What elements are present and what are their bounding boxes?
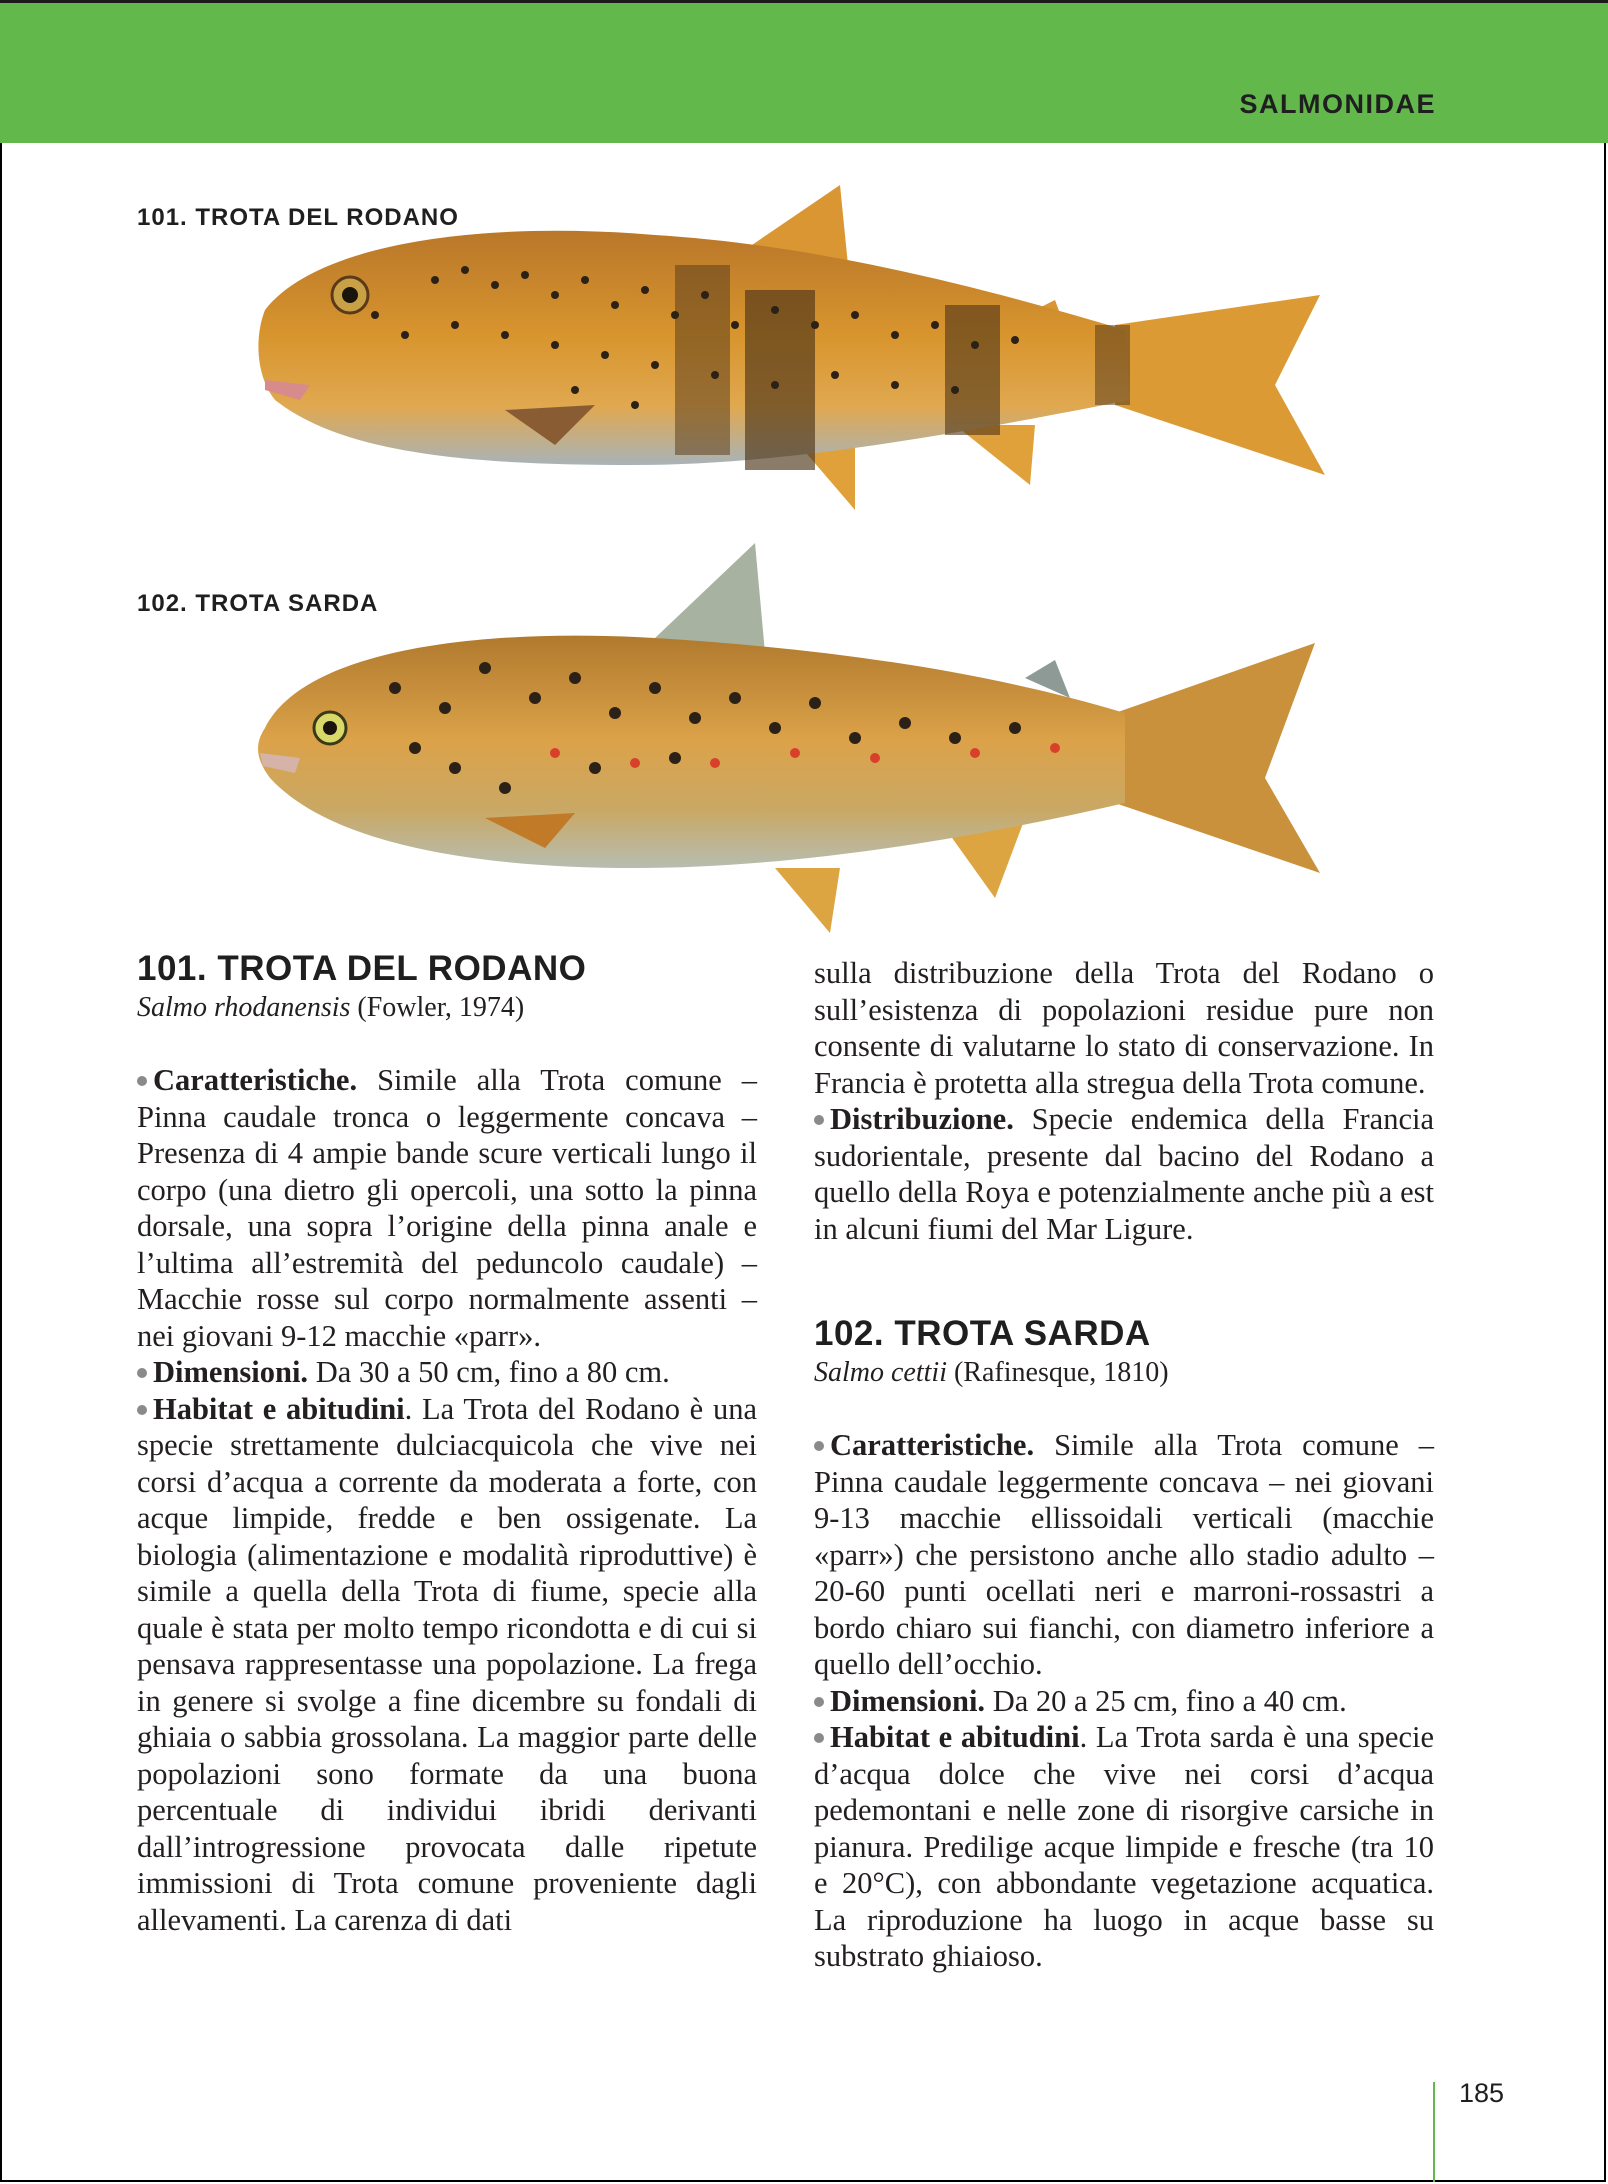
section-dimensioni-102: Dimensioni. Da 20 a 25 cm, fino a 40 cm. xyxy=(814,1683,1434,1720)
bullet-icon xyxy=(814,1441,824,1451)
bullet-icon xyxy=(814,1733,824,1743)
section-dimensioni-101: Dimensioni. Da 30 a 50 cm, fino a 80 cm. xyxy=(137,1354,757,1391)
plate-label-101: 101. TROTA DEL RODANO xyxy=(137,204,459,231)
scientific-name-binomial: Salmo rhodanensis xyxy=(137,992,351,1023)
chapter-header-band xyxy=(0,0,1608,143)
scientific-name-102 xyxy=(814,1355,1434,1391)
caudal-fin xyxy=(1115,295,1325,475)
section-caratteristiche-102: Caratteristiche. Simile alla Trota comune – Pinna caudale leggermente concava – nei giovani 9-13 macchie ellissoidali verticali (macchie «parr») che persistono anche allo stadio adulto – 20-60 punti ocellati neri e marroni-rossastri a bordo chiaro sui fianchi, con diametro inferiore a quello dell’occhio. xyxy=(814,1428,1434,1681)
fish-illustration-trota-sarda xyxy=(255,538,1335,933)
bullet-icon xyxy=(137,1076,147,1086)
scientific-name-authority: (Rafinesque, 1810) xyxy=(953,1357,1169,1388)
bullet-icon xyxy=(137,1368,147,1378)
pelvic-fin xyxy=(775,868,840,933)
plate-label-102: 102. TROTA SARDA xyxy=(137,590,379,617)
section-distribuzione-101: Distribuzione. Specie endemica della Francia sudorientale, presente dal bacino del Rodano a quello della Roya e potenzialmente anche più a est in alcuni fiumi del Mar Ligure. xyxy=(814,1102,1434,1246)
column-right xyxy=(814,955,1434,1975)
bullet-icon xyxy=(814,1115,824,1125)
bullet-icon xyxy=(814,1697,824,1707)
section-habitat-101-continued: sulla distribuzione della Trota del Rodano o sull’esistenza di popolazioni residue pure non consente di valutarne lo stato di conservazione. In Francia è protetta alla stregua della Trota comune. xyxy=(814,956,1434,1100)
scientific-name-binomial: Salmo cettii xyxy=(814,1357,947,1388)
species-title-102: 102. TROTA SARDA xyxy=(814,1314,1151,1353)
scientific-name-101 xyxy=(137,990,757,1026)
column-left xyxy=(137,948,757,1938)
section-habitat-101: Habitat e abitudini. La Trota del Rodano è una specie strettamente dulciacquicola che vive nei corsi d’acqua a corrente da moderata a forte, con acque limpide, fredde e ben ossigenate. La biologia (alimentazione e modalità riproduttive) è simile a quella della Trota di fiume, specie alla quale è stata per molto tempo ricondotta e di cui si pensava rappresentasse una popolazione. La frega in genere si svolge a fine dicembre su fondali di ghiaia o sabbia grossolana. La maggior parte delle popolazioni sono formate da una buona percentuale di individui ibridi derivanti dall’introgressione provocata dalle ripetute immissioni di Trota comune proveniente dagli allevamenti. La carenza di dati xyxy=(137,1391,757,1937)
scientific-name-authority: (Fowler, 1974) xyxy=(357,992,525,1023)
family-heading: SALMONIDAE xyxy=(1239,89,1436,119)
bullet-icon xyxy=(137,1405,147,1415)
section-caratteristiche-101: Caratteristiche. Simile alla Trota comune – Pinna caudale tronca o leggermente concava – Presenza di 4 ampie bande scure verticali lungo il corpo (una dietro gli opercoli, una sotto la pinna dorsale, una sopra l’origine della pinna anale e l’ultima all’estremità del peduncolo caudale) – Macchie rosse sul corpo normalmente assenti – nei giovani 9-12 macchie «parr». xyxy=(137,1063,757,1353)
dorsal-fin xyxy=(655,543,765,653)
caudal-fin xyxy=(1115,643,1320,873)
species-title-101: 101. TROTA DEL RODANO xyxy=(137,949,587,988)
page-number: 185 xyxy=(1459,2078,1505,2108)
page-number-rule xyxy=(1433,2082,1435,2182)
fish-illustration-trota-del-rodano xyxy=(255,175,1335,520)
section-habitat-102: Habitat e abitudini. La Trota sarda è una specie d’acqua dolce che vive nei corsi d’acqua pedemontani e nelle zone di risorgive carsiche in pianura. Predilige acque limpide e fresche (tra 10 e 20°C), con abbondante vegetazione acquatica. La riproduzione ha luogo in acque basse su substrato ghiaioso. xyxy=(814,1720,1434,1973)
